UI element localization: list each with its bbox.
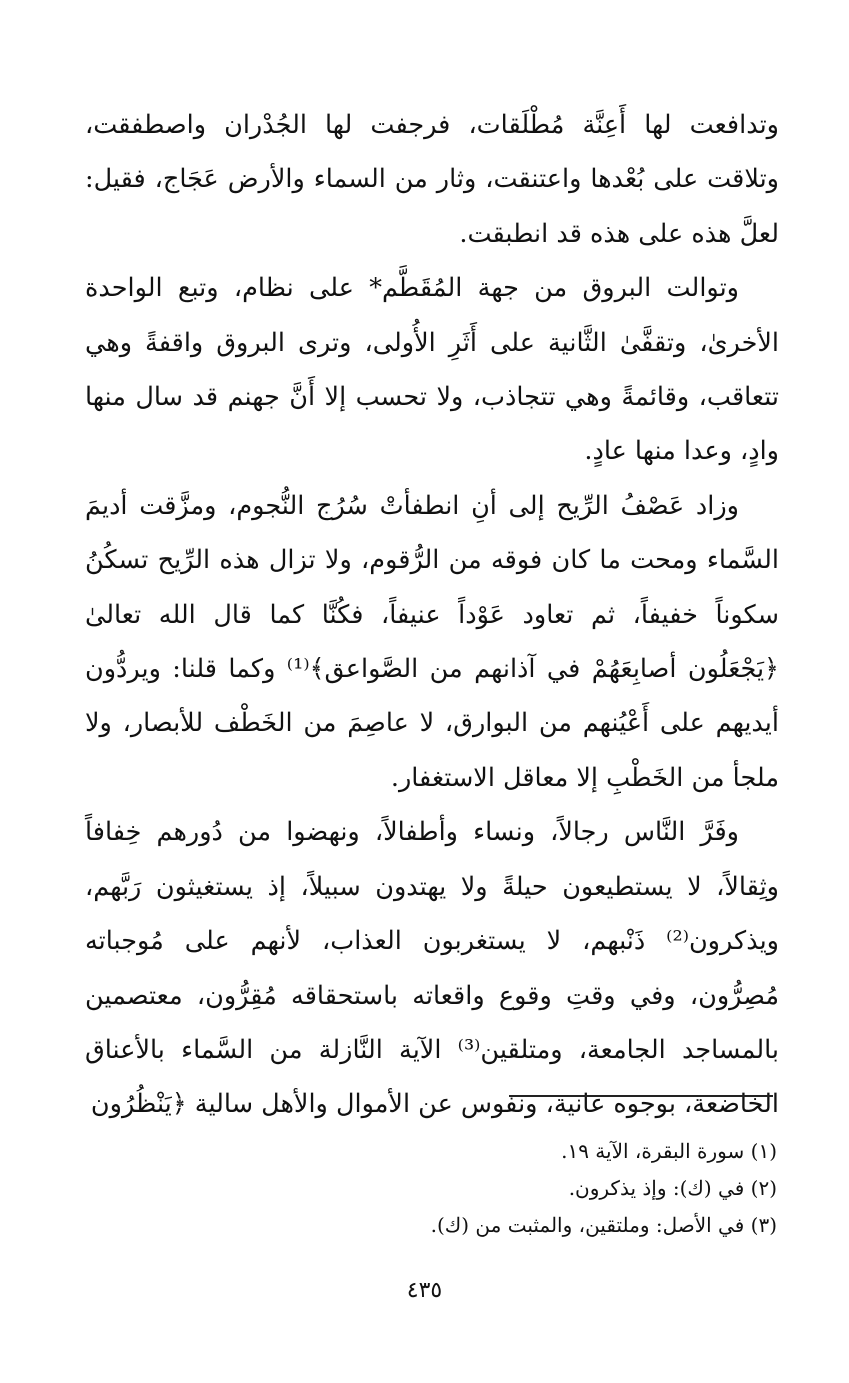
paragraph-3: وزاد عَصْفُ الرِّيح إلى أنِ انطفأتْ سُرُج النُّجوم، ومزَّقت أديمَ السَّماء ومحت ما كان فوقه من الرُّقوم، ولا تزال هذه الرِّيح تسكُنُ سكوناً خفيفاً، ثم تعاود عَوْداً عنيفاً، فكُنَّا كما قال الله تعالىٰ ﴿يَجْعَلُون أصابِعَهُمْ في آذانهم من الصَّواعق﴾⁽¹⁾ وكما قلنا: ويردُّون أيديهم على أَعْيُنهم من البوارق، لا عاصِمَ من الخَطْف للأبصار، ولا ملجأ من الخَطْبِ إلا معاقل الاستغفار. — [85, 490, 779, 793]
paragraph-2: وتوالت البروق من جهة المُقَطَّم* على نظام، وتبع الواحدة الأخرىٰ، وتقفَّىٰ الثَّانية على أَثَرِ الأُولى، وترى البروق واقفةً وهي تتعاقب، وقائمةً وهي تتجاذب، ولا تحسب إلا أَنَّ جهنم قد سال منها وادٍ، وعدا منها عادٍ. — [85, 273, 779, 467]
footnote-divider — [509, 1095, 773, 1097]
paragraph-1: وتدافعت لها أَعِنَّة مُطْلَقات، فرجفت لها الجُدْران واصطفقت، وتلاقت على بُعْدها واعتنقت، وثار من السماء والأرض عَجَاج، فقيل: لعلَّ هذه على هذه قد انطبقت. — [85, 110, 779, 249]
footnotes — [217, 1133, 777, 1244]
page-body — [85, 98, 779, 1132]
footnote-3: (٣) في الأصل: وملتقين، والمثبت من (ك). — [430, 1213, 777, 1237]
footnote-2: (٢) في (ك): وإذ يذكرون. — [568, 1176, 777, 1200]
footnote-1: (١) سورة البقرة، الآية ١٩. — [561, 1139, 777, 1163]
paragraph-4: وفَرَّ النَّاس رجالاً، ونساء وأطفالاً، ونهضوا من دُورهم خِفافاً وثِقالاً، لا يستطيعون حيلةً ولا يهتدون سبيلاً، إذ يستغيثون رَبَّهم، ويذكرون⁽²⁾ ذَنْبهم، لا يستغربون العذاب، لأنهم على مُوجباته مُصِرُّون، وفي وقتِ وقوع واقعاته باستحقاقه مُقِرُّون، معتصمين بالمساجد الجامعة، ومتلقين⁽³⁾ الآية النَّازلة من السَّماء بالأعناق الخاضعة، بوجوه عانية، ونفوس عن الأموال والأهل سالية ﴿يَنْظُرُون — [85, 817, 779, 1120]
page-number: ٤٣٥ — [406, 1278, 443, 1303]
main-text — [85, 98, 779, 1132]
